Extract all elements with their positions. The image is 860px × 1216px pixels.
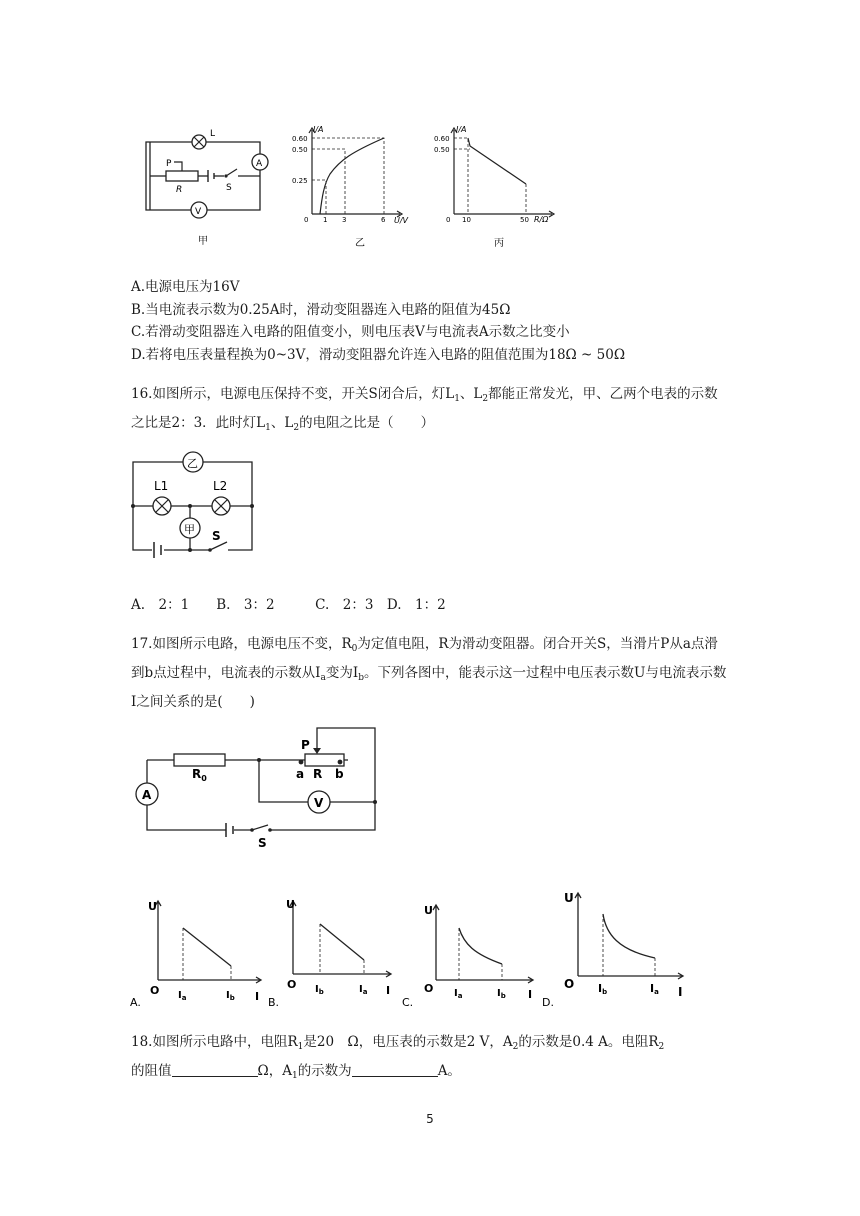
meter-yi-label: 乙 [187, 457, 198, 470]
label-a: a [296, 767, 305, 781]
caption-jia: 甲 [198, 236, 208, 247]
q15-option-d: D.若将电压表量程换为0~3V，滑动变阻器允许连入电路的阻值范围为18Ω ~ 50Ω [131, 347, 626, 363]
origin-O-d: O [564, 977, 575, 991]
axis-U-b: U [286, 898, 295, 911]
q15-option-c: C.若滑动变阻器连入电路的阻值变小，则电压表V与电流表A示数之比变小 [131, 324, 570, 340]
tick-1-c: $I_a$ [454, 988, 463, 1000]
axis-U-d: U [564, 891, 574, 905]
axis-I-a: I [255, 990, 260, 1003]
ylabel-yi: I/A [313, 125, 324, 134]
label-ammeter-A: A [142, 788, 152, 802]
q18-stem: 18.如图所示电路中，电阻$R_1$是20 Ω，电压表的示数是2 V，$A_2$的示数是0.4 A。电阻$R_2$ 的阻值 Ω，$A_1$的示数为 A。 [131, 1034, 665, 1081]
xtick-1: 1 [323, 216, 328, 224]
figure-q17-circuit [130, 722, 382, 852]
answer-blank-a1[interactable] [352, 1062, 438, 1077]
label-A: A [256, 159, 263, 169]
caption-bing: 丙 [494, 238, 504, 249]
page-number: 5 [426, 1112, 434, 1126]
graph-yi [292, 122, 422, 250]
tick-1-d: Ib [598, 982, 608, 996]
ytick-025: 0.25 [292, 177, 308, 185]
graph-option-b [268, 894, 408, 1010]
caption-yi: 乙 [355, 238, 365, 249]
meter-jia-label: 甲 [184, 523, 195, 536]
label-P: P [166, 159, 172, 169]
figure-circuit-jia [136, 122, 276, 250]
graph-option-d [542, 882, 690, 1010]
label-L: L [210, 129, 216, 139]
xtick-50: 50 [520, 216, 529, 224]
switch-S-label: S [212, 529, 221, 543]
q16-options: A. 2：1 B. 3：2 C. 2：3 D. 1：2 [131, 597, 446, 613]
axis-I-c: I [528, 988, 533, 1001]
axis-I-d: I [678, 985, 683, 999]
origin-O-a: O [150, 984, 160, 997]
option-label-b: B. [268, 996, 280, 1009]
q15-option-a: A.电源电压为16V [131, 279, 240, 295]
axis-U-c: U [424, 904, 433, 917]
xlabel-bing: R/Ω [534, 215, 549, 224]
option-label-d: D. [542, 996, 554, 1009]
label-switch-S: S [258, 836, 267, 850]
lamp-L1-label: L1 [154, 479, 169, 493]
lamp-L2-label: L2 [213, 479, 228, 493]
graph-option-a [130, 894, 270, 1010]
ytick-060: 0.60 [292, 135, 308, 143]
label-slider-P: P [301, 738, 310, 752]
ytick-060-bing: 0.60 [434, 135, 450, 143]
xtick-6: 6 [381, 216, 386, 224]
label-R: R [176, 185, 183, 195]
origin-O-b: O [287, 978, 297, 991]
tick-2-b: $I_a$ [359, 984, 368, 996]
q17-stem: 17.如图所示电路，电源电压不变，$R_0$为定值电阻，R为滑动变阻器。闭合开关S，当滑片P从a点滑到b点过程中，电流表的示数从$I_a$变为$I_b$。下列各图中，能表示这一过程中电压表示数U与电流表示数I之间关系的是( ) [131, 636, 727, 710]
label-S: S [226, 183, 232, 193]
label-b: b [335, 767, 344, 781]
axis-U-a: U [148, 900, 157, 913]
ytick-050: 0.50 [292, 146, 308, 154]
origin-bing: 0 [446, 216, 451, 224]
label-voltmeter-V: V [314, 796, 324, 810]
graph-option-c [402, 894, 542, 1010]
ytick-050-bing: 0.50 [434, 146, 450, 154]
tick-1-b: $I_b$ [315, 984, 324, 996]
label-R: R [313, 767, 323, 781]
xtick-3: 3 [342, 216, 347, 224]
tick-2-a: $I_b$ [226, 990, 235, 1002]
axis-I-b: I [386, 984, 391, 997]
q16-stem: 16.如图所示，电源电压保持不变，开关S闭合后，灯$L_1$、$L_2$都能正常发光，甲、乙两个电表的示数之比是2：3．此时灯$L_1$、$L_2$的电阻之比是（ ） [131, 386, 718, 433]
xtick-10: 10 [462, 216, 471, 224]
q15-option-b: B.当电流表示数为0.25A时，滑动变阻器连入电路的阻值为45Ω [131, 302, 511, 318]
tick-2-c: $I_b$ [497, 988, 506, 1000]
ylabel-bing: I/A [456, 125, 467, 134]
figure-q16-circuit [126, 446, 260, 562]
origin-yi: 0 [304, 216, 309, 224]
xlabel-yi: U/V [394, 216, 409, 225]
tick-2-d: Ia [650, 982, 659, 996]
option-label-a: A. [130, 996, 141, 1009]
graph-bing [430, 122, 560, 250]
tick-1-a: $I_a$ [178, 990, 187, 1002]
label-V: V [195, 207, 202, 217]
label-R0: $R_0$ [192, 767, 207, 783]
answer-blank-r2[interactable] [172, 1062, 258, 1077]
option-label-c: C. [402, 996, 414, 1009]
origin-O-c: O [424, 982, 434, 995]
